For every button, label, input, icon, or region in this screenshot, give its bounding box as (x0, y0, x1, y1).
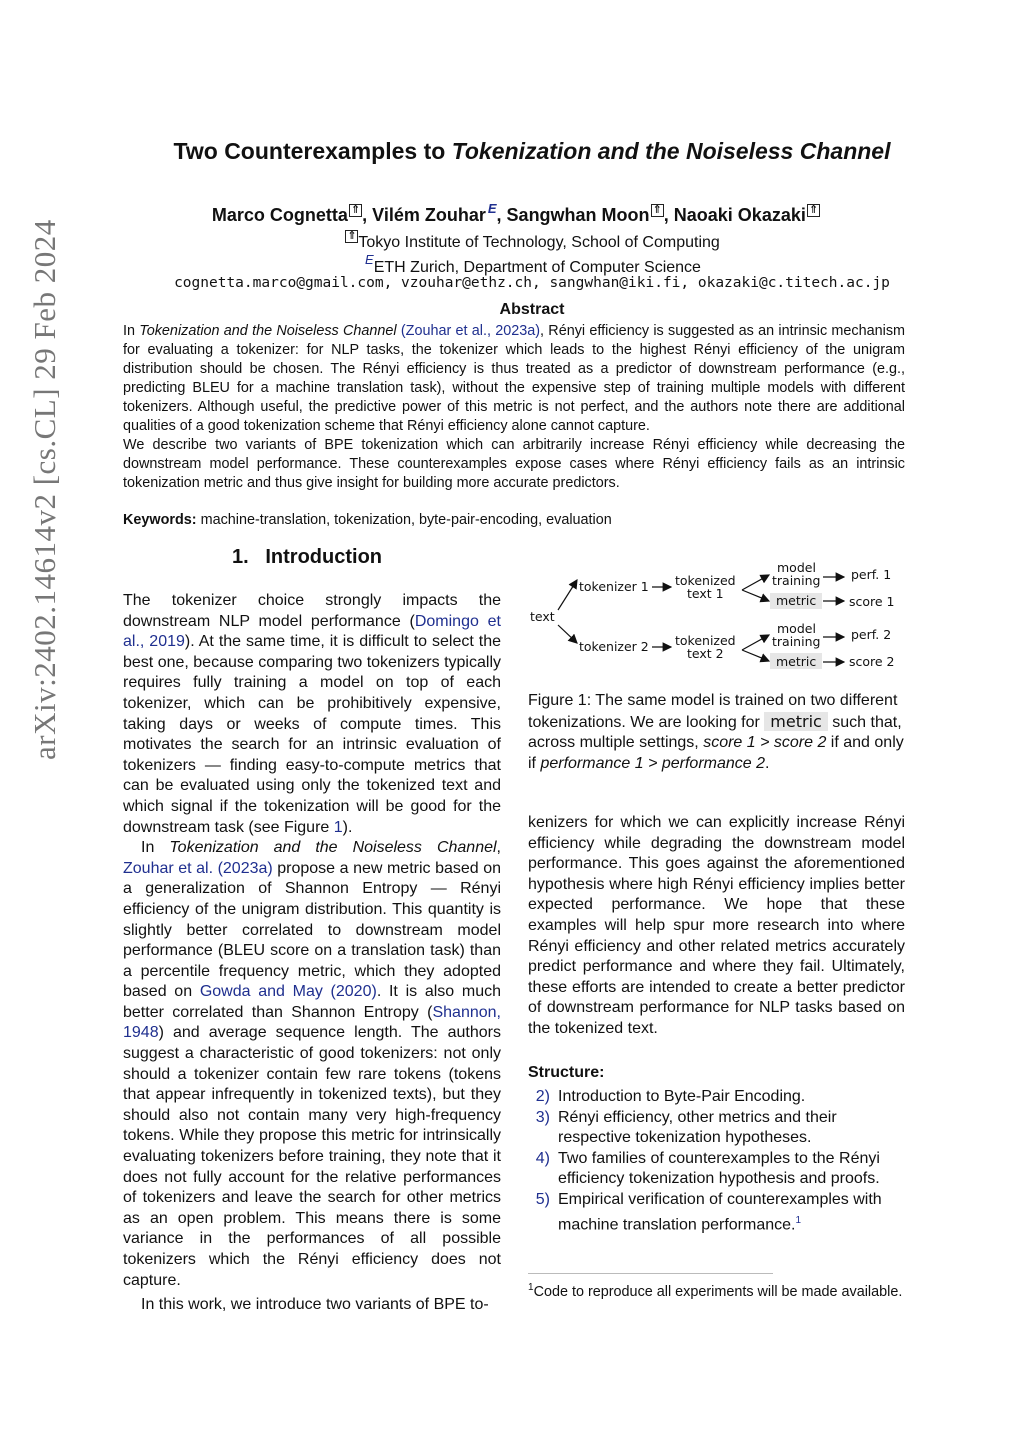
affiliation-tokyo: ⇑ Tokyo Institute of Technology, School of Computing (347, 230, 720, 251)
affiliation-mark: ⇑ (808, 204, 819, 216)
fig-tokenized-1-line2: text 1 (687, 586, 724, 601)
structure-item-number[interactable]: 5) (535, 1190, 550, 1208)
affiliation-mark: E (365, 252, 374, 267)
keywords (123, 512, 905, 528)
structure-heading: Structure: (528, 1064, 605, 1081)
abstract-paragraph: We describe two variants of BPE tokenization which can arbitrarily increase Rényi efficiency while decreasing the downstream model performance. These counterexamples expose cases where Rényi efficiency fails as an intrinsic tokenization metric and thus give insight for building more accurate predictors. (123, 437, 905, 491)
citation-link[interactable]: Gowda and May (2020) (199, 983, 377, 1001)
keywords-list: machine-translation, tokenization, byte-pair-encoding, evaluation (196, 512, 612, 528)
fig-tokenized-2-line1: tokenized (675, 633, 736, 648)
structure-item: 2) Introduction to Byte-Pair Encoding. (528, 1087, 905, 1108)
figure-1-caption: Figure 1: The same model is trained on two different tokenizations. We are looking for metric such that, across multiple settings, score 1 > score 2 if and only if performance 1 > performance 2. (528, 692, 904, 772)
fig-tokenized-1-line1: tokenized (675, 573, 736, 588)
fig-tokenized-2-line2: text 2 (687, 646, 724, 661)
intro-paragraph: In this work, we introduce two variants of BPE to- (141, 1296, 489, 1314)
intro-right-column-text: kenizers for which we can explicitly increase Rényi efficiency while degrading the downstream model performance. This goes against the aforementioned hypothesis where high Rényi efficiency implies better expected performance. We hope that these examples will help spur more research into where Rényi efficiency and other related metrics accurately predict performance and where they fail. Ultimately, these efforts are intended to create a better predictor of downstream performance for NLP tasks based on the tokenized text. (528, 814, 905, 1037)
fig-model-1-line1: model (777, 560, 816, 575)
author-emails: cognetta.marco@gmail.com, vzouhar@ethz.ch, sangwhan@iki.fi, okazaki@c.titech.ac.jp (174, 275, 890, 291)
intro-paragraph: The tokenizer choice strongly impacts the downstream NLP model performance (Domingo et al., 2019). At the same time, it is difficult to select the best one, because comparing two tokenizers typically requires fully training a model on top of each tokenizer, which can be prohibitively expensive, taking days or weeks of compute times. This motivates the search for an intrinsic evaluation of tokenizers — finding easy-to-compute metrics that can be evaluated using only the tokenized text and which signal if the tokenization will be good for the downstream task (see Figure 1). (123, 592, 501, 836)
abstract-body (123, 322, 905, 493)
fig-perf-2: perf. 2 (851, 627, 892, 642)
figure-1-diagram (528, 555, 908, 680)
abstract-paragraph: In Tokenization and the Noiseless Channel (Zouhar et al., 2023a), Rényi efficiency is suggested as an intrinsic mechanism for evaluating a tokenizer: for NLP tasks, the tokenizer which leads to the highest Rényi efficiency of the unigram distribution should be chosen. The Rényi efficiency is thus treated as a predictor of downstream performance (e.g., predicting BLEU for a machine translation task), without the expensive step of training multiple models with different tokenizers. Although useful, the predictive power of this metric is not perfect, and the authors note there are additional qualities of a good tokenization scheme that Rényi efficiency alone cannot capture. (123, 323, 906, 434)
intro-paragraph: In Tokenization and the Noiseless Channel, Zouhar et al. (2023a) propose a new metric based on a generalization of Shannon Entropy — Rényi efficiency of the unigram distribution. This quantity is slightly better correlated to downstream model performance (BLEU score on a translation task) than a percentile frequency metric, which they adopted based on Gowda and May (2020). It is also much better correlated than Shannon Entropy (Shannon, 1948) and average sequence length. The authors suggest a characteristic of good tokenizers: not only should a tokenizer contain few rare tokens (tokens that appear infrequently in tokenized texts), but they should also not contain many very high-frequency tokens. While they propose this metric for intrinsically evaluating tokenizers before training, they note that it does not fully account for the relative performances of tokenizers and leave the search for other metrics as an open problem. This means there is some variance in the performances of all possible tokenizers which the Rényi efficiency does not capture. (123, 839, 502, 1289)
footnote-ref-link[interactable]: 1 (795, 1214, 802, 1226)
title-italic: Tokenization and the Noiseless Channel (451, 138, 891, 164)
fig-model-2-line2: training (772, 634, 821, 649)
structure-item-number[interactable]: 4) (535, 1149, 550, 1167)
citation-link[interactable]: Shannon, 1948 (123, 1003, 501, 1042)
title-plain: Two Counterexamples to (173, 138, 452, 164)
structure-item-text: Empirical verification of counterexamples with machine translation performance.$^1$ (558, 1190, 882, 1233)
author-name: Vilém Zouhar (372, 205, 486, 225)
fig-tokenizer-2: tokenizer 2 (579, 639, 649, 654)
citation-link[interactable]: (Zouhar et al., 2023a) (400, 323, 541, 339)
arxiv-side-stamp: arXiv:2402.14614v2 [cs.CL] 29 Feb 2024 (27, 219, 62, 760)
affiliation-mark: ⇑ (350, 204, 361, 216)
author-name: Naoaki Okazaki (673, 205, 806, 225)
fig-tokenizer-1: tokenizer 1 (579, 579, 649, 594)
footnote-divider (528, 1273, 773, 1274)
author-name: Sangwhan Moon (506, 205, 650, 225)
structure-item: 3) Rényi efficiency, other metrics and their respective tokenization hypotheses. (528, 1108, 905, 1149)
abstract-heading: Abstract (499, 301, 565, 318)
structure-item (528, 1190, 905, 1236)
structure-item-number[interactable]: 3) (535, 1108, 550, 1126)
fig-metric-2: metric (776, 654, 817, 669)
affiliation-mark: ⇑ (347, 230, 357, 242)
paper-title (80, 138, 984, 165)
fig-perf-1: perf. 1 (851, 567, 892, 582)
affiliation-mark: E (487, 201, 497, 216)
footnote-number: 1 (528, 1282, 534, 1293)
author-list: Marco Cognetta ⇑ , Vilém Zouhar $^E$, Sangwhan Moon ⇑ , Naoaki Okazaki ⇑ (211, 201, 819, 225)
citation-link[interactable]: Domingo et al., 2019 (123, 612, 501, 651)
intro-left-column (123, 591, 501, 1316)
keywords-label: Keywords: (123, 512, 197, 528)
section-heading: 1. Introduction (232, 546, 382, 568)
fig-score-1: score 1 (849, 594, 895, 609)
caption-metric-highlight: metric (764, 712, 828, 731)
footnote: $^1$Code to reproduce all experiments will be made available. (528, 1282, 903, 1300)
structure-list (528, 1087, 905, 1235)
structure-item-number[interactable]: 2) (535, 1088, 550, 1105)
affiliation-eth: $^E$ETH Zurich, Department of Computer Science (365, 252, 701, 276)
affiliation-mark: ⇑ (652, 204, 662, 216)
fig-text-node: text (530, 609, 555, 624)
structure-item: 4) Two families of counterexamples to the Rényi efficiency tokenization hypothesis and proofs. (528, 1149, 905, 1190)
fig-score-2: score 2 (849, 654, 895, 669)
fig-model-1-line2: training (772, 573, 821, 588)
figure-ref-link[interactable]: 1 (333, 818, 343, 836)
author-name: Marco Cognetta (211, 205, 348, 225)
fig-metric-1: metric (776, 593, 817, 608)
fig-model-2-line1: model (777, 621, 816, 636)
citation-link[interactable]: Zouhar et al. (2023a) (123, 859, 273, 877)
